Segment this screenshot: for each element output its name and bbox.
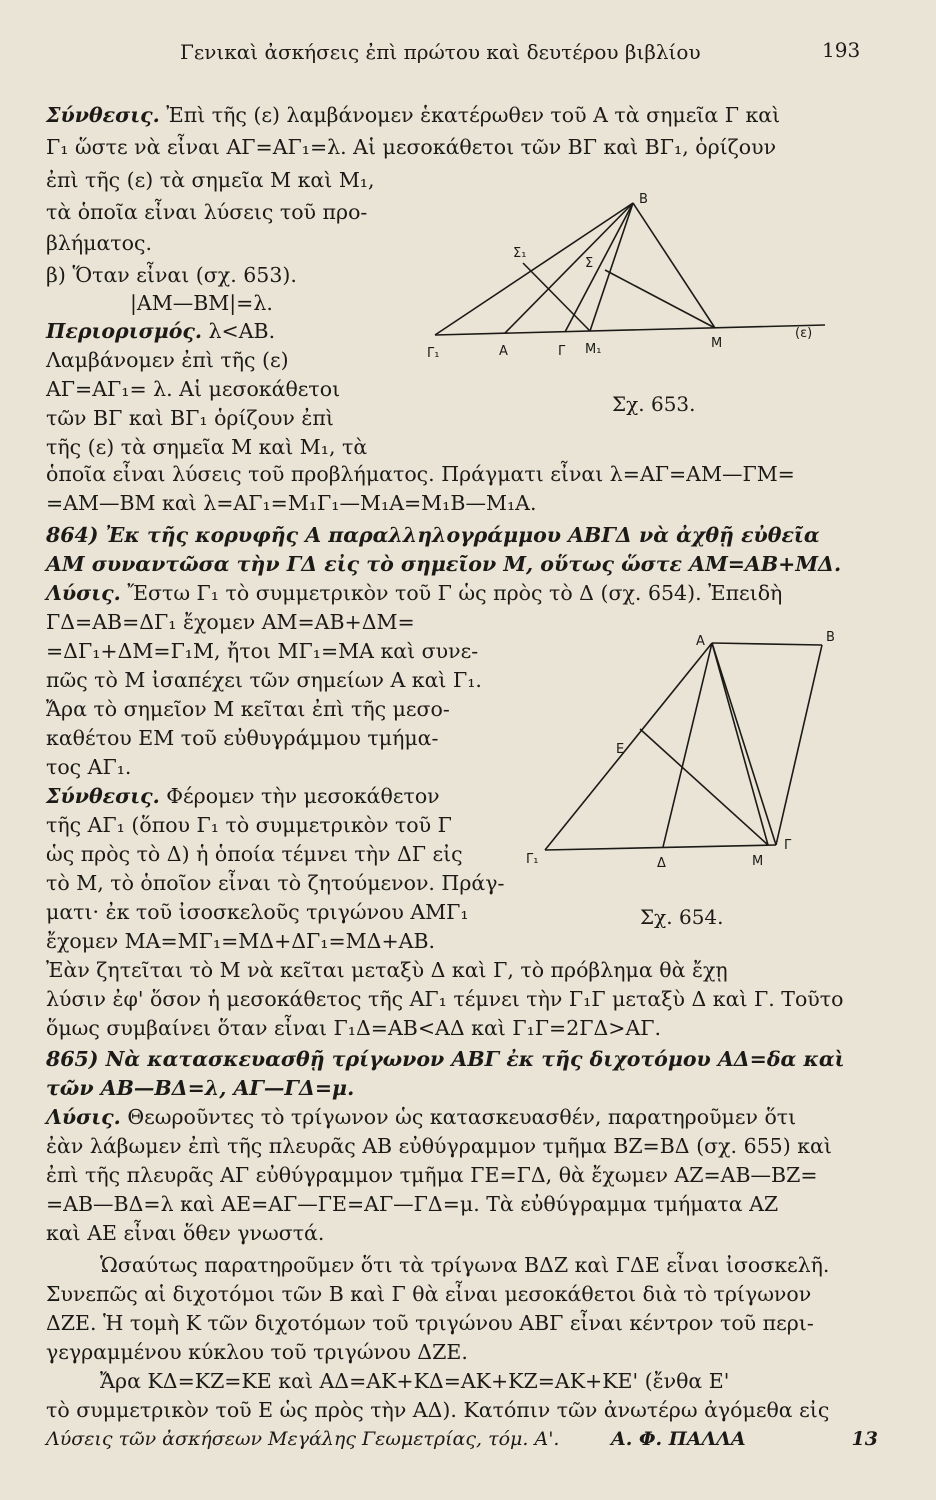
section-label: Λύσις. — [46, 581, 121, 605]
line-e — [435, 325, 825, 335]
text-line: =ΔΓ₁+ΔΜ=Γ₁Μ, ἤτοι ΜΓ₁=ΜΑ καὶ συνε- — [46, 639, 479, 663]
bisector-2 — [605, 270, 715, 328]
text-line: Ἐὰν ζητεῖται τὸ Μ νὰ κεῖται μεταξὺ Δ καὶ Γ, τὸ πρόβλημα θὰ ἔχῃ — [46, 958, 728, 982]
segment-BA — [505, 203, 633, 333]
text-line: Ἄρα τὸ σημεῖον Μ κεῖται ἐπὶ τῆς μεσο- — [46, 697, 450, 721]
label-E: E — [616, 742, 625, 757]
problem-864-heading: 864) Ἐκ τῆς κορυφῆς Α παραλληλογράμμου ΑΒΓΔ νὰ ἀχθῇ εὐθεῖα — [46, 523, 820, 547]
label-G1: Γ₁ — [427, 346, 440, 360]
text-line — [46, 783, 501, 809]
text-line — [46, 318, 416, 344]
text-line: ἐπὶ τῆς πλευρᾶς ΑΓ εὐθύγραμμον τμῆμα ΓΕ=ΓΔ, θὰ ἔχωμεν ΑΖ=ΑΒ—ΒΖ= — [46, 1163, 818, 1187]
footer-signature: 13 — [851, 1428, 878, 1450]
text-line: γεγραμμένου κύκλου τοῦ τριγώνου ΔΖΕ. — [46, 1340, 468, 1364]
label-D: Δ — [657, 856, 666, 871]
label-G: Γ — [784, 838, 792, 853]
figure-653-caption: Σχ. 653. — [612, 392, 696, 416]
text-line: καθέτου ΕΜ τοῦ εὐθυγράμμου τμήμα- — [46, 726, 439, 750]
section-label: Περιορισμός. — [46, 319, 203, 343]
text-line: βλήματος. — [46, 231, 152, 255]
text-line: β) Ὅταν εἶναι (σχ. 653). — [46, 263, 297, 287]
text-run: Ἔστω Γ₁ τὸ συμμετρικὸν τοῦ Γ ὡς πρὸς τὸ Δ (σχ. 654). Ἐπειδὴ — [120, 581, 783, 605]
segment-AM — [712, 643, 768, 845]
text-line: τὸ συμμετρικὸν τοῦ Ε ὡς πρὸς τὴν ΑΔ). Κατόπιν τῶν ἀνωτέρω ἀγόμεθα εἰς — [46, 1398, 830, 1422]
text-line: Συνεπῶς αἱ διχοτόμοι τῶν Β καὶ Γ θὰ εἶναι μεσοκάθετοι διὰ τὸ τρίγωνον — [46, 1282, 812, 1306]
problem-865-heading: 865) Νὰ κατασκευασθῇ τρίγωνον ΑΒΓ ἐκ τῆς διχοτόμου ΑΔ=δα καὶ — [46, 1047, 845, 1071]
text-line: Γ₁ ὥστε νὰ εἶναι ΑΓ=ΑΓ₁=λ. Αἱ μεσοκάθετοι τῶν ΒΓ καὶ ΒΓ₁, ὁρίζουν — [46, 135, 777, 159]
figure-653 — [425, 185, 835, 360]
figure-654 — [520, 625, 870, 875]
problem-864-heading: ΑΜ συναντῶσα τὴν ΓΔ εἰς τὸ σημεῖον Μ, οὕτως ὥστε ΑΜ=ΑΒ+ΜΔ. — [46, 552, 842, 576]
side-AB — [712, 643, 822, 645]
label-S1: Σ₁ — [513, 246, 527, 261]
text-line: τος ΑΓ₁. — [46, 755, 132, 779]
figure-654-caption: Σχ. 654. — [640, 905, 724, 929]
text-line: λύσιν ἐφ' ὅσον ἡ μεσοκάθετος τῆς ΑΓ₁ τέμνει τὴν Γ₁Γ μεταξὺ Δ καὶ Γ. Τοῦτο — [46, 987, 844, 1011]
text-line: ἐπὶ τῆς (ε) τὰ σημεῖα Μ καὶ Μ₁, — [46, 168, 375, 192]
text-line: πῶς τὸ Μ ἰσαπέχει τῶν σημείων Α καὶ Γ₁. — [46, 668, 482, 692]
text-line: Λαμβάνομεν ἐπὶ τῆς (ε) — [46, 348, 289, 372]
footer — [46, 1428, 878, 1450]
section-label: Σύνθεσις. — [46, 784, 160, 808]
label-M1: M₁ — [585, 342, 602, 357]
text-line: =ΑΒ—ΒΔ=λ καὶ ΑΕ=ΑΓ—ΓΕ=ΑΓ—ΓΔ=μ. Τὰ εὐθύγραμμα τμήματα ΑΖ — [46, 1192, 779, 1216]
text-line: ΓΔ=ΑΒ=ΔΓ₁ ἔχομεν ΑΜ=ΑΒ+ΔΜ= — [46, 610, 415, 634]
segment-BG — [565, 203, 633, 332]
text-line: τῆς (ε) τὰ σημεῖα Μ καὶ Μ₁, τὰ — [46, 435, 368, 459]
label-B: B — [639, 192, 648, 207]
text-line: ὅμως συμβαίνει ὅταν εἶναι Γ₁Δ=ΑΒ<ΑΔ καὶ Γ₁Γ=2ΓΔ>ΑΓ. — [46, 1016, 661, 1040]
label-A: A — [499, 344, 508, 359]
text-line: =ΑΜ—ΒΜ καὶ λ=ΑΓ₁=Μ₁Γ₁—Μ₁Α=Μ₁Β—Μ₁Α. — [46, 491, 537, 515]
text-line: τῆς ΑΓ₁ (ὅπου Γ₁ τὸ συμμετρικὸν τοῦ Γ — [46, 813, 452, 837]
section-label: Σύνθεσις. — [46, 103, 160, 127]
page-number: 193 — [822, 38, 861, 62]
segment-BG1 — [435, 203, 633, 335]
text-line: ΔΖΕ. Ἡ τομὴ Κ τῶν διχοτόμων τοῦ τριγώνου ΑΒΓ εἶναι κέντρον τοῦ περι- — [46, 1311, 814, 1335]
problem-865-heading: τῶν ΑΒ—ΒΔ=λ, ΑΓ—ΓΔ=μ. — [46, 1076, 355, 1100]
label-G: Γ — [558, 344, 566, 359]
text-line: ματι· ἐκ τοῦ ἰσοσκελοῦς τριγώνου ΑΜΓ₁ — [46, 900, 469, 924]
label-M: M — [711, 336, 723, 351]
text-line: Ἄρα ΚΔ=ΚΖ=ΚΕ καὶ ΑΔ=ΑΚ+ΚΔ=ΑΚ+ΚΖ=ΑΚ+ΚΕ' (ἔνθα Ε' — [100, 1369, 730, 1393]
segment-BM1 — [590, 203, 633, 331]
text-line — [46, 580, 878, 606]
text-line: τὰ ὁποῖα εἶναι λύσεις τοῦ προ- — [46, 200, 368, 224]
text-run: Φέρομεν τὴν μεσοκάθετον — [159, 784, 440, 808]
segment-AG — [712, 643, 776, 845]
section-label: Λύσις. — [46, 1105, 121, 1129]
text-line: ἔχομεν ΜΑ=ΜΓ₁=ΜΔ+ΔΓ₁=ΜΔ+ΑΒ. — [46, 929, 436, 953]
side-BG — [776, 645, 822, 845]
label-M: M — [752, 854, 764, 869]
footer-author: Α. Φ. ΠΑΛΛΑ — [611, 1428, 746, 1450]
text-line: τὸ Μ, τὸ ὁποῖον εἶναι τὸ ζητούμενον. Πράγ- — [46, 871, 505, 895]
text-line — [46, 1104, 878, 1130]
footer-title: Λύσεις τῶν ἀσκήσεων Μεγάλης Γεωμετρίας, τόμ. Α'. — [46, 1428, 560, 1450]
side-G1G — [545, 845, 776, 850]
label-S: Σ — [585, 256, 594, 271]
bisector-1 — [523, 263, 590, 331]
text-line: ὁποῖα εἶναι λύσεις τοῦ προβλήματος. Πράγματι εἶναι λ=ΑΓ=ΑΜ—ΓΜ= — [46, 462, 795, 486]
text-line: ὡς πρὸς τὸ Δ) ἡ ὁποία τέμνει τὴν ΔΓ εἰς — [46, 842, 463, 866]
text-run: λ<ΑΒ. — [202, 319, 276, 343]
perp-bisector-EM — [640, 729, 768, 845]
text-line: ΑΓ=ΑΓ₁= λ. Αἱ μεσοκάθετοι — [46, 377, 341, 401]
label-B: B — [826, 630, 835, 645]
text-line: |ΑΜ—ΒΜ|=λ. — [130, 291, 273, 315]
label-G1: Γ₁ — [526, 852, 539, 867]
text-line: Ὡσαύτως παρατηροῦμεν ὅτι τὰ τρίγωνα ΒΔΖ καὶ ΓΔΕ εἶναι ἰσοσκελῆ. — [100, 1253, 830, 1277]
text-line: τῶν ΒΓ καὶ ΒΓ₁ ὁρίζουν ἐπὶ — [46, 406, 334, 430]
text-run: Ἐπὶ τῆς (ε) λαμβάνομεν ἑκατέρωθεν τοῦ Α τὰ σημεῖα Γ καὶ — [159, 103, 781, 127]
label-A: A — [696, 634, 705, 649]
segment-BM — [633, 203, 715, 328]
label-e: (ε) — [795, 326, 813, 341]
running-title: Γενικαὶ ἀσκήσεις ἐπὶ πρώτου καὶ δευτέρου βιβλίου — [180, 40, 701, 64]
text-line: ἐὰν λάβωμεν ἐπὶ τῆς πλευρᾶς ΑΒ εὐθύγραμμον τμῆμα ΒΖ=ΒΔ (σχ. 655) καὶ — [46, 1134, 832, 1158]
text-run: Θεωροῦντες τὸ τρίγωνον ὡς κατασκευασθέν, παρατηροῦμεν ὅτι — [120, 1105, 797, 1129]
text-line — [46, 102, 878, 128]
text-line: καὶ ΑΕ εἶναι ὅθεν γνωστά. — [46, 1221, 325, 1245]
